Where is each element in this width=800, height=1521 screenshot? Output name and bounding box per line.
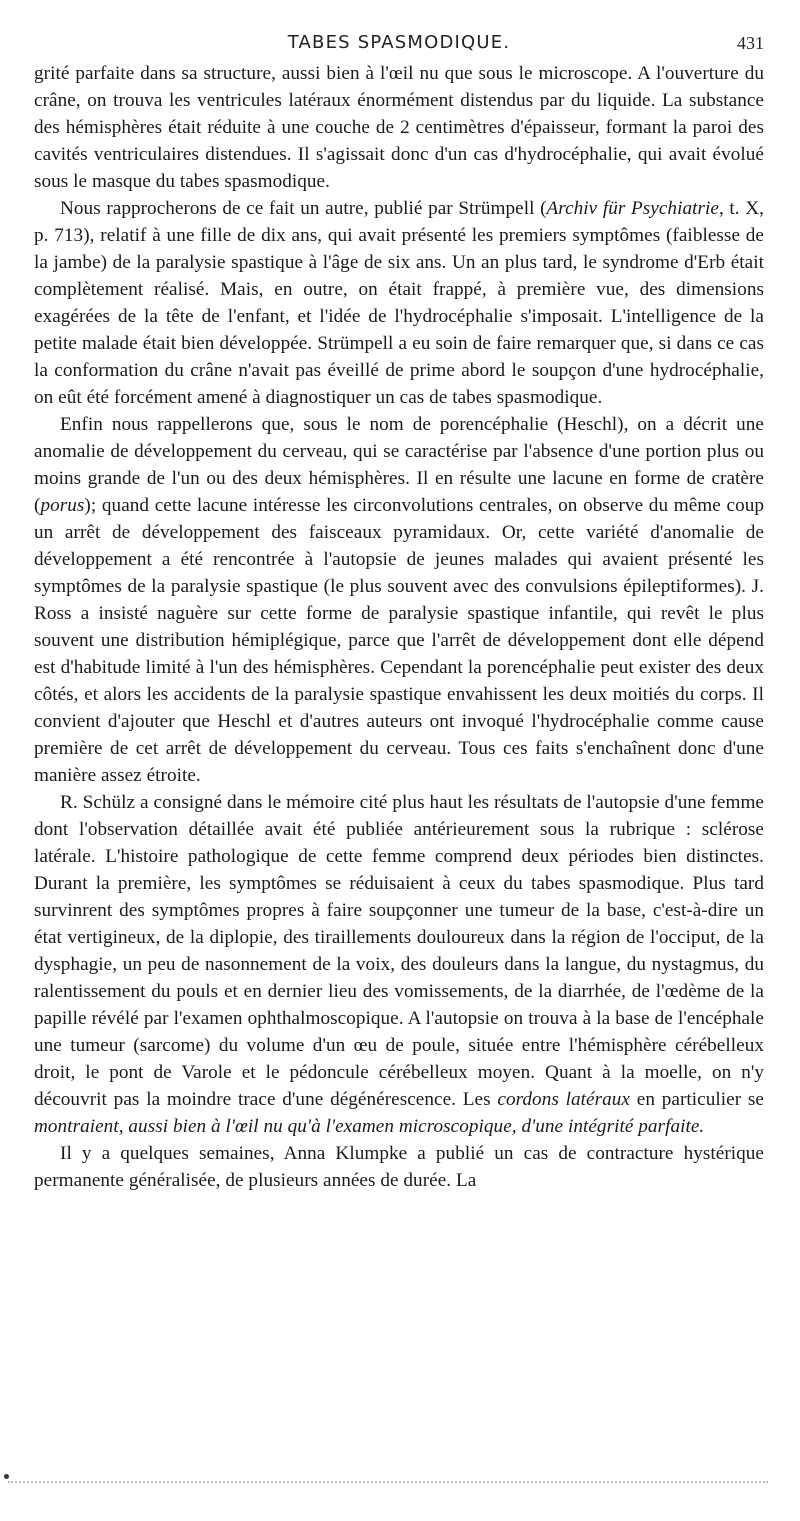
text-run: ); quand cette lacune intéresse les circonvolutions centrales, on observe du même coup un arrêt de développement des faisceaux pyramidaux. Or, cette variété d'anomalie de développement a été rencontrée à l'autopsie de jeunes malades qui avaient présenté les symptômes de la paralysie spastique (le plus souvent avec des convulsions épileptiformes). J. Ross a insisté naguère sur cette forme de paralysie spastique infantile, qui revêt le plus souvent une distribution hémiplégique, parce que l'arrêt de développement dont elle dépend est d'habitude limité à l'un des hémisphères. Cependant la porencéphalie peut exister des deux côtés, et alors les accidents de la paralysie spastique envahissent les deux moitiés du corps. Il convient d'ajouter que Heschl et d'autres auteurs ont invoqué l'hydrocéphalie comme cause première de cet arrêt de développement du cerveau. Tous ces faits s'enchaînent donc d'une manière assez étroite. <box>34 495 764 786</box>
page-number: 431 <box>737 33 764 53</box>
body-text <box>34 60 764 1194</box>
paragraph <box>34 60 764 195</box>
text-run: en particulier se <box>629 1089 765 1110</box>
page-header <box>34 30 764 56</box>
paragraph <box>34 1140 764 1194</box>
text-run: R. Schülz a consigné dans le mémoire cité plus haut les résultats de l'autopsie d'une femme dont l'observation détaillée avait été publiée antérieurement sous la rubrique : sclérose latérale. L'histoire pathologique de cette femme comprend deux périodes bien distinctes. Durant la première, les symptômes se réduisaient à ceux du tabes spasmodique. Plus tard survinrent des symptômes propres à faire soupçonner une tumeur de la base, c'est-à-dire un état vertigineux, de la diplopie, des tiraillements douloureux dans la région de l'occiput, de la dysphagie, un peu de nasonnement de la voix, des douleurs dans la langue, du nystagmus, du ralentissement du pouls et en dernier lieu des vomissements, de la diarrhée, de l'œdème de la papille révélé par l'examen ophthalmoscopique. A l'autopsie on trouva à la base de l'encéphale une tumeur (sarcome) du volume d'un œu de poule, située entre l'hémisphère cérébelleux droit, le pont de Varole et le pédoncule cérébelleux moyen. Quant à la moelle, on n'y découvrit pas la moindre trace d'une dégénérescence. Les <box>34 792 764 1110</box>
text-run: Il y a quelques semaines, Anna Klumpke a publié un cas de contracture hystérique permanente généralisée, de plusieurs années de durée. La <box>34 1143 764 1191</box>
italic-text: Archiv für Psychiatrie <box>546 198 719 219</box>
footer-dotted-rule <box>8 1481 768 1493</box>
text-run: , t. X, p. 713), relatif à une fille de dix ans, qui avait présenté les premiers symptômes (faiblesse de la jambe) de la paralysie spastique à l'âge de six ans. Un an plus tard, le syndrome d'Erb était complètement réalisé. Mais, en outre, on était frappé, à première vue, des dimensions exagérées de la tête de l'enfant, et l'idée de l'hydrocéphalie s'imposait. L'intelligence de la petite malade était bien développée. Strümpell a eu soin de faire remarquer que, si dans ce cas la conformation du crâne n'avait pas éveillé de prime abord le soupçon d'une hydrocéphalie, on eût été forcément amené à diagnostiquer un cas de tabes spasmodique. <box>34 198 764 408</box>
italic-text: montraient, aussi bien à l'œil nu qu'à l'examen microscopique, d'une intégrité parfaite. <box>34 1116 705 1137</box>
footer-mark <box>4 1474 9 1479</box>
text-run: Nous rapprocherons de ce fait un autre, publié par Strümpell ( <box>60 198 547 219</box>
italic-text: cordons latéraux <box>497 1089 630 1110</box>
paragraph <box>34 195 764 411</box>
italic-text: porus <box>40 495 85 516</box>
text-run: grité parfaite dans sa structure, aussi bien à l'œil nu que sous le microscope. A l'ouverture du crâne, on trouva les ventricules latéraux énormément distendus par du liquide. La substance des hémisphères était réduite à une couche de 2 centimètres d'épaisseur, formant la paroi des cavités ventriculaires distendues. Il s'agissait donc d'un cas d'hydrocéphalie, qui avait évolué sous le masque du tabes spasmodique. <box>34 63 764 192</box>
running-title: TABES SPASMODIQUE. <box>287 32 511 53</box>
text-run: Enfin nous rappellerons que, sous le nom de porencéphalie (Heschl), on a décrit une anomalie de développement du cerveau, qui se caractérise par l'absence d'une portion plus ou moins grande de l'un ou des deux hémisphères. Il en résulte une lacune en forme de cratère ( <box>34 414 764 516</box>
paragraph <box>34 789 764 1140</box>
paragraph <box>34 411 764 789</box>
